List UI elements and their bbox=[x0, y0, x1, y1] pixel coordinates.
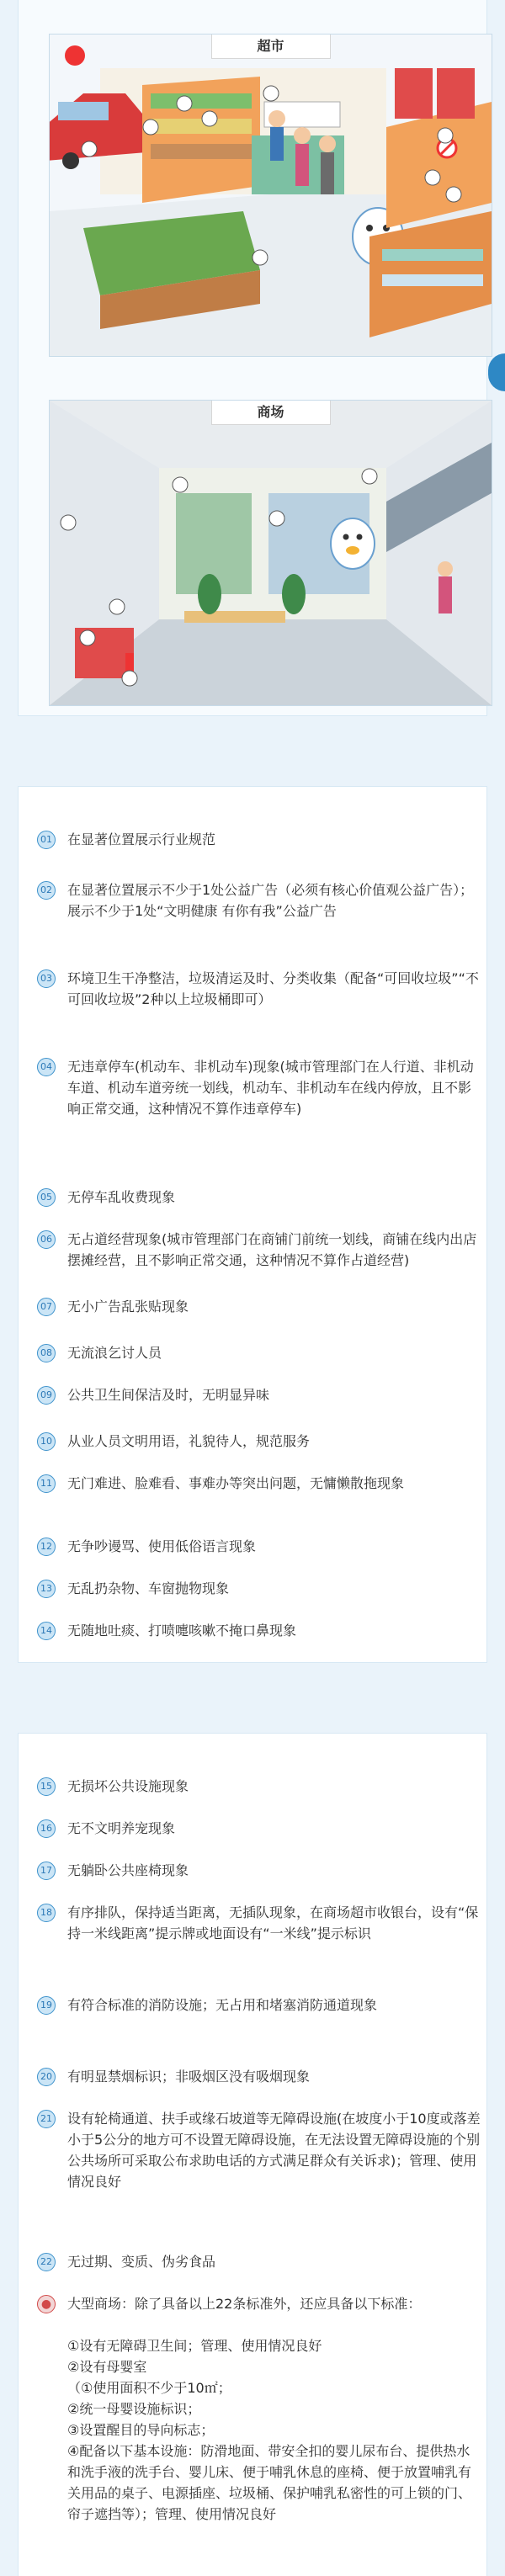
rule-item bbox=[37, 1342, 483, 1363]
mall-mascot-icon bbox=[331, 518, 375, 569]
rule-item bbox=[37, 2251, 483, 2272]
rule-item bbox=[37, 829, 483, 850]
rule-text: 无违章停车(机动车、非机动车)现象(城市管理部门在人行道、非机动车道、机动车道旁统一划线，机动车、非机动车在线内停放，且不影响正常交通，这种情况不算作违章停车) bbox=[67, 1059, 474, 1117]
rule-text: 无过期、变质、伪劣食品 bbox=[67, 2254, 216, 2270]
mall-scene bbox=[50, 401, 492, 705]
rule-item bbox=[37, 1536, 483, 1557]
rule-number: 15 bbox=[37, 1777, 56, 1796]
mall-illustration bbox=[49, 400, 492, 706]
rule-number: 10 bbox=[37, 1432, 56, 1451]
rule-item bbox=[37, 1578, 483, 1599]
rule-text: 在显著位置展示不少于1处公益广告（必须有核心价值观公益广告）；展示不少于1处“文明健康 有你有我”公益广告 bbox=[67, 882, 474, 919]
rule-text: 无流浪乞讨人员 bbox=[67, 1345, 162, 1361]
rule-item bbox=[37, 879, 483, 922]
rule-text: 无停车乱收费现象 bbox=[67, 1189, 176, 1205]
rule-number: 06 bbox=[37, 1230, 56, 1249]
rule-item bbox=[37, 1384, 483, 1405]
rule-text: 设有轮椅通道、扶手或缘石坡道等无障碍设施(在坡度小于10度或落差小于5公分的地方可不设置无障碍设施，在无法设置无障碍设施的个别公共场所可采取公布求助电话的方式满足群众有关诉求)；管理、使用情况良好 bbox=[67, 2111, 481, 2190]
rule-number: 08 bbox=[37, 1344, 56, 1362]
rule-item bbox=[37, 1056, 483, 1119]
rule-number: 05 bbox=[37, 1188, 56, 1207]
rule-item bbox=[37, 1620, 483, 1641]
rule-item bbox=[37, 1431, 483, 1452]
rule-text: 在显著位置展示行业规范 bbox=[67, 831, 216, 847]
rule-number: 09 bbox=[37, 1386, 56, 1405]
rule-text: 无乱扔杂物、车窗抛物现象 bbox=[67, 1580, 230, 1596]
rule-text: 无损坏公共设施现象 bbox=[67, 1778, 189, 1794]
rule-text: 无门难进、脸难看、事难办等突出问题，无慵懒散拖现象 bbox=[67, 1475, 405, 1491]
rule-number: 21 bbox=[37, 2110, 56, 2128]
bullet-icon: ● bbox=[37, 2295, 56, 2313]
rule-item bbox=[37, 1860, 483, 1881]
rule-number: 17 bbox=[37, 1862, 56, 1880]
rule-number: 07 bbox=[37, 1298, 56, 1316]
rule-number: 22 bbox=[37, 2253, 56, 2271]
rule-number: 14 bbox=[37, 1622, 56, 1640]
rule-item bbox=[37, 1187, 483, 1208]
rule-item bbox=[37, 1776, 483, 1797]
side-tab[interactable] bbox=[488, 353, 505, 391]
supermarket-scene bbox=[50, 35, 492, 356]
rule-number: 04 bbox=[37, 1058, 56, 1076]
rule-item bbox=[37, 1818, 483, 1839]
rule-text: 有明显禁烟标识；非吸烟区没有吸烟现象 bbox=[67, 2069, 311, 2085]
rule-item bbox=[37, 2108, 483, 2192]
rule-text: 大型商场：除了具备以上22条标准外，还应具备以下标准： ①设有无障碍卫生间；管理、使用情况良好 ②设有母婴室 （①使用面积不少于10㎡； ②统一母婴设施标识； ③设置醒目的导向标志； ④配备以下基本设施：防滑地面、带安全扣的婴儿尿布台、提供热水和洗手液的洗手台、婴儿床、便于哺乳休息的座椅、便于放置哺乳有关用品的桌子、电源插座、垃圾桶、保护哺乳私密性的可上锁的门、帘子遮挡等）；管理、使用情况良好 bbox=[67, 2296, 472, 2522]
rule-number: 20 bbox=[37, 2068, 56, 2086]
rules-panel-1 bbox=[19, 787, 486, 1662]
rule-number: 03 bbox=[37, 969, 56, 988]
rule-item bbox=[37, 1229, 483, 1271]
supermarket-title: 超市 bbox=[211, 35, 331, 59]
rule-text: 无躺卧公共座椅现象 bbox=[67, 1862, 189, 1878]
rule-item bbox=[37, 1994, 483, 2016]
rule-text: 有序排队，保持适当距离，无插队现象，在商场超市收银台，设有“保持一米线距离”提示牌或地面设有“一米线”提示标识 bbox=[67, 1904, 479, 1941]
mall-title: 商场 bbox=[211, 401, 331, 425]
rule-item bbox=[37, 1296, 483, 1317]
rule-item bbox=[37, 1902, 483, 1944]
rule-text: 环境卫生干净整洁，垃圾清运及时、分类收集（配备“可回收垃圾”“不可回收垃圾”2种以上垃圾桶即可） bbox=[67, 970, 479, 1007]
rules-panel-2 bbox=[19, 1734, 486, 2576]
rule-text: 无争吵谩骂、使用低俗语言现象 bbox=[67, 1538, 257, 1554]
rule-text: 从业人员文明用语，礼貌待人，规范服务 bbox=[67, 1433, 311, 1449]
rule-text: 无随地吐痰、打喷嚏咳嗽不掩口鼻现象 bbox=[67, 1623, 297, 1639]
illustration-panel bbox=[19, 0, 486, 715]
rule-number: 13 bbox=[37, 1580, 56, 1598]
rule-number: 16 bbox=[37, 1819, 56, 1838]
rule-number: 12 bbox=[37, 1538, 56, 1556]
rule-item bbox=[37, 1473, 483, 1494]
rule-number: 11 bbox=[37, 1474, 56, 1493]
supermarket-illustration bbox=[49, 34, 492, 357]
rule-item bbox=[37, 2293, 483, 2525]
rule-text: 有符合标准的消防设施；无占用和堵塞消防通道现象 bbox=[67, 1997, 378, 2013]
rule-number: 02 bbox=[37, 881, 56, 900]
rule-item bbox=[37, 2066, 483, 2087]
rule-text: 无占道经营现象(城市管理部门在商铺门前统一划线，商铺在线内出店摆摊经营，且不影响正常交通，这种情况不算作占道经营) bbox=[67, 1231, 477, 1268]
rule-text: 无不文明养宠现象 bbox=[67, 1820, 176, 1836]
rule-item bbox=[37, 968, 483, 1010]
rule-number: 18 bbox=[37, 1904, 56, 1922]
rule-text: 公共卫生间保洁及时，无明显异味 bbox=[67, 1387, 270, 1403]
rule-number: 19 bbox=[37, 1996, 56, 2015]
rule-text: 无小广告乱张贴现象 bbox=[67, 1299, 189, 1315]
rule-number: 01 bbox=[37, 831, 56, 849]
